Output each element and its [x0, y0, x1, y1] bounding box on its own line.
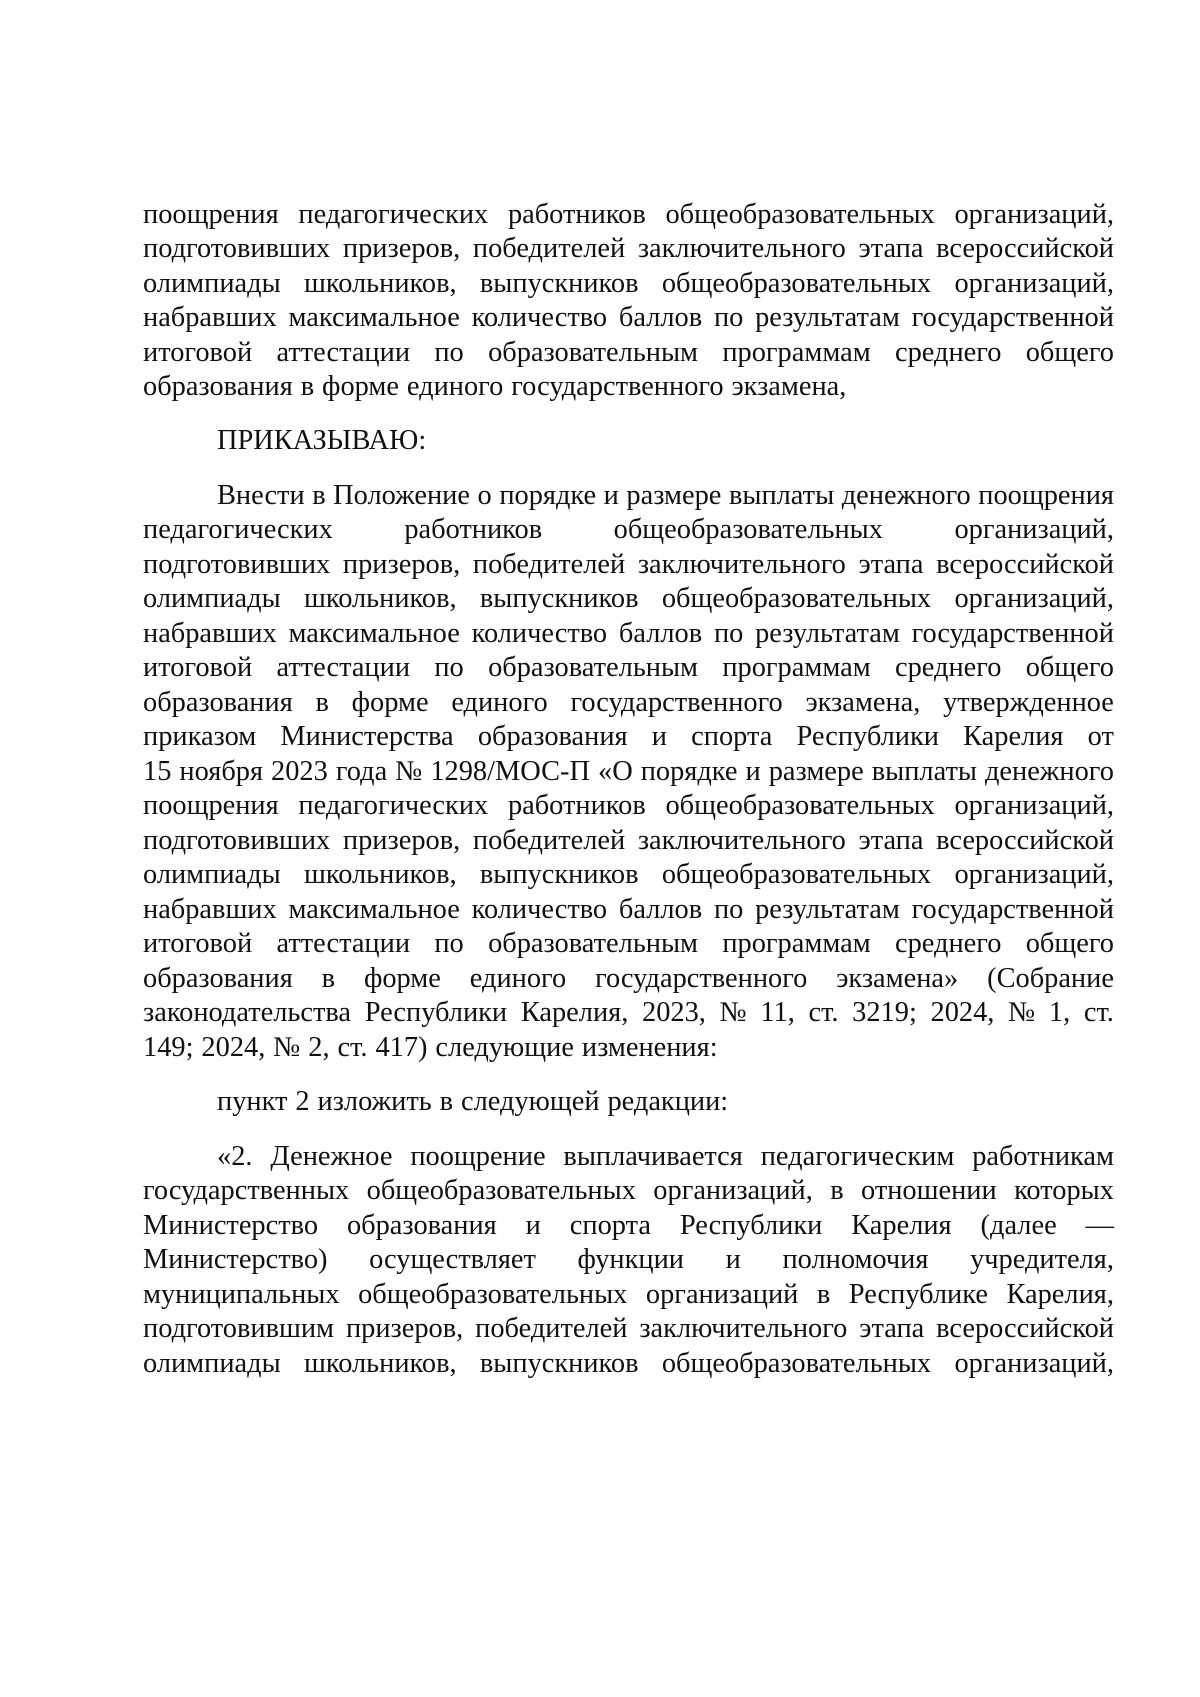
preamble-line-3: олимпиады школьников, выпускников общеобразовательных организаций,: [143, 268, 1114, 299]
amendment-line-11: подготовивших призеров, победителей заключительного этапа всероссийской: [143, 825, 1114, 856]
preamble-line-6: образования в форме единого государственного экзамена,: [143, 371, 847, 402]
point2-line-3: Министерство образования и спорта Республики Карелия (далее —: [143, 1210, 1114, 1241]
point2-line-1: «2. Денежное поощрение выплачивается педагогическим работникам: [217, 1141, 1114, 1172]
point2-line-7: олимпиады школьников, выпускников общеобразовательных организаций,: [143, 1348, 1114, 1379]
amendment-line-15: образования в форме единого государственного экзамена» (Собрание: [143, 963, 1114, 994]
amendment-line-9: 15 ноября 2023 года № 1298/МОС-П «О порядке и размере выплаты денежного: [143, 756, 1114, 787]
amendment-line-12: олимпиады школьников, выпускников общеобразовательных организаций,: [143, 859, 1114, 890]
point-intro-line: пункт 2 изложить в следующей редакции:: [217, 1086, 729, 1117]
amendment-line-1: Внести в Положение о порядке и размере выплаты денежного поощрения: [217, 480, 1114, 511]
amendment-line-5: набравших максимальное количество баллов по результатам государственной: [143, 618, 1114, 649]
preamble-line-4: набравших максимальное количество баллов по результатам государственной: [143, 302, 1114, 333]
preamble-line-1: поощрения педагогических работников общеобразовательных организаций,: [143, 199, 1114, 230]
amendment-line-4: олимпиады школьников, выпускников общеобразовательных организаций,: [143, 583, 1114, 614]
amendment-line-17: 149; 2024, № 2, ст. 417) следующие изменения:: [143, 1032, 718, 1063]
preamble-line-5: итоговой аттестации по образовательным программам среднего общего: [143, 337, 1114, 368]
point2-line-2: государственных общеобразовательных организаций, в отношении которых: [143, 1175, 1114, 1206]
amendment-line-6: итоговой аттестации по образовательным программам среднего общего: [143, 652, 1114, 683]
amendment-line-14: итоговой аттестации по образовательным программам среднего общего: [143, 928, 1114, 959]
point2-line-4: Министерство) осуществляет функции и полномочия учредителя,: [143, 1244, 1114, 1275]
amendment-line-8: приказом Министерства образования и спорта Республики Карелия от: [143, 721, 1114, 752]
amendment-line-10: поощрения педагогических работников общеобразовательных организаций,: [143, 790, 1114, 821]
point2-line-5: муниципальных общеобразовательных организаций в Республике Карелия,: [143, 1279, 1114, 1310]
amendment-line-2: педагогических работников общеобразовательных организаций,: [143, 514, 1114, 545]
amendment-line-16: законодательства Республики Карелия, 2023, № 11, ст. 3219; 2024, № 1, ст.: [143, 997, 1114, 1028]
preamble-line-2: подготовивших призеров, победителей заключительного этапа всероссийской: [143, 233, 1114, 264]
amendment-line-13: набравших максимальное количество баллов по результатам государственной: [143, 894, 1114, 925]
amendment-line-7: образования в форме единого государственного экзамена, утвержденное: [143, 687, 1114, 718]
order-heading: ПРИКАЗЫВАЮ:: [217, 425, 427, 456]
amendment-line-3: подготовивших призеров, победителей заключительного этапа всероссийской: [143, 549, 1114, 580]
point2-line-6: подготовившим призеров, победителей заключительного этапа всероссийской: [143, 1313, 1114, 1344]
